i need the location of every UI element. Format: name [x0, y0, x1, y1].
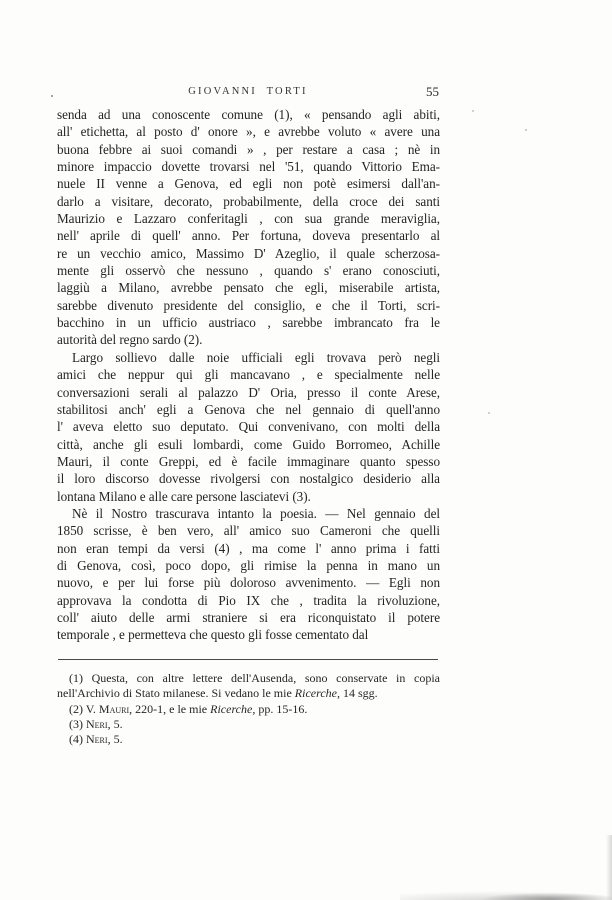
text-line: senda ad una conoscente comune (1), « pensando agli abiti,: [57, 107, 440, 122]
text-line: amici che neppur qui gli mancavano , e specialmente nelle: [57, 367, 440, 383]
footnote-line: [57, 671, 440, 686]
footnote-text: (1) Questa, con altre lettere dell'Ausenda, sono conservate in copia: [69, 671, 440, 685]
scan-artifact-dot: [488, 412, 490, 414]
page-edge-shadow-right: [606, 835, 612, 900]
text-line: di Genova, così, poco dopo, gli rimise la penna in mano un: [57, 557, 440, 573]
footnote-text: (4): [69, 732, 86, 747]
page-number: 55: [426, 84, 439, 99]
footnotes: [57, 671, 440, 747]
footnote-text: Neri: [86, 732, 108, 747]
text-line: laggiù a Milano, avrebbe pensato che egli, miserabile artista,: [57, 280, 440, 296]
text-line: città, anche gli esuli lombardi, come Guido Borromeo, Achille: [57, 436, 440, 452]
text-line: Largo sollievo dalle noie ufficiali egli trovava però negli: [72, 349, 440, 365]
page-edge-shadow: [400, 878, 612, 900]
footnote-text: , 5.: [107, 716, 123, 731]
footnote-text: (3): [69, 716, 86, 731]
text-line: nuovo, e per lui forse più doloroso avvenimento. — Egli non: [57, 575, 440, 591]
text-line: stabilitosi anch' egli a Genova che nel gennaio di quell'anno: [57, 401, 440, 417]
text-line: buona febbre ai suoi comandi » , per restare a casa ; nè in: [57, 141, 440, 157]
text-line: lontana Milano e alle care persone lasciatevi (3).: [57, 488, 311, 504]
text-line: bacchino in un ufficio austriaco , sarebbe imbrancato fra le: [57, 315, 440, 331]
footnote-text: Mauri: [98, 701, 130, 716]
body-text: [57, 106, 440, 644]
scan-artifact-dot: [472, 110, 474, 112]
text-line: l' aveva eletto suo deputato. Qui convenivano, con molti della: [57, 419, 440, 435]
paragraph: [57, 505, 440, 644]
footnote-text: , 220-1, e le mie: [129, 701, 211, 716]
text-line: temporale , e permetteva che questo gli fosse cementato dal: [57, 627, 369, 643]
text-line: autorità del regno sardo (2).: [57, 332, 203, 348]
text-line: darlo a visitare, decorato, probabilmente, della croce dei santi: [57, 193, 440, 209]
text-line: all' etichetta, al posto d' onore », e avrebbe voluto « avere una: [57, 124, 440, 140]
text-line: mente gli osservò che nessuno , quando s' erano conosciuti,: [57, 263, 440, 279]
footnote-text: 14 sgg.: [339, 686, 378, 701]
footnote-text: Ricerche,: [294, 686, 340, 701]
text-line: sarebbe divenuto presidente del consiglio, e che il Torti, scri-: [57, 297, 440, 313]
running-title: GIOVANNI TORTI: [188, 86, 308, 97]
footnote-line: [57, 702, 440, 717]
footnote-text: Ricerche,: [210, 701, 256, 716]
text-line: nell' aprile di quell' anno. Per fortuna, doveva presentarlo al: [57, 228, 440, 244]
text-line: Mauri, il conte Greppi, ed è facile immaginare quanto spesso: [57, 453, 440, 469]
footnote-text: Neri: [86, 716, 108, 731]
footnote-line: [57, 686, 440, 701]
text-line: Maurizio e Lazzaro conferitagli , con sua grande meraviglia,: [57, 211, 440, 227]
footnote-text: , 5.: [107, 732, 123, 747]
scan-artifact-dot: [51, 95, 53, 97]
text-line: conversazioni serali al palazzo D' Oria, presso il conte Arese,: [57, 384, 440, 400]
paragraph: [57, 106, 440, 349]
text-line: minore impaccio dovette trovarsi nel '51, quando Vittorio Ema-: [57, 159, 440, 175]
text-line: Nè il Nostro trascurava intanto la poesia. — Nel gennaio del: [72, 505, 440, 521]
text-line: nuele II venne a Genova, ed egli non potè esimersi dall'an-: [57, 176, 440, 192]
footnote-text: (2) V.: [69, 701, 99, 716]
text-line: il loro discorso dovesse rivolgersi con nostalgico desiderio alla: [57, 471, 440, 487]
text-line: non eran tempi da versi (4) , ma come l' anno prima i fatti: [57, 540, 440, 556]
text-line: approvava la condotta di Pio IX che , tradita la rivoluzione,: [57, 592, 440, 608]
text-line: re un vecchio amico, Massimo D' Azeglio, il quale scherzosa-: [57, 245, 440, 261]
footnote-separator-rule: [58, 659, 438, 660]
footnote-line: [57, 732, 440, 747]
footnote-text: nell'Archivio di Stato milanese. Si vedano le mie: [57, 686, 295, 701]
text-line: coll' aiuto delle armi straniere si era riconquistato il potere: [57, 609, 440, 625]
scan-artifact-dot: [525, 129, 527, 131]
text-line: 1850 scrisse, è ben vero, all' amico suo Cameroni che quelli: [57, 523, 440, 539]
paragraph: [57, 349, 440, 505]
footnote-line: [57, 717, 440, 732]
footnote-text: pp. 15-16.: [255, 701, 308, 716]
